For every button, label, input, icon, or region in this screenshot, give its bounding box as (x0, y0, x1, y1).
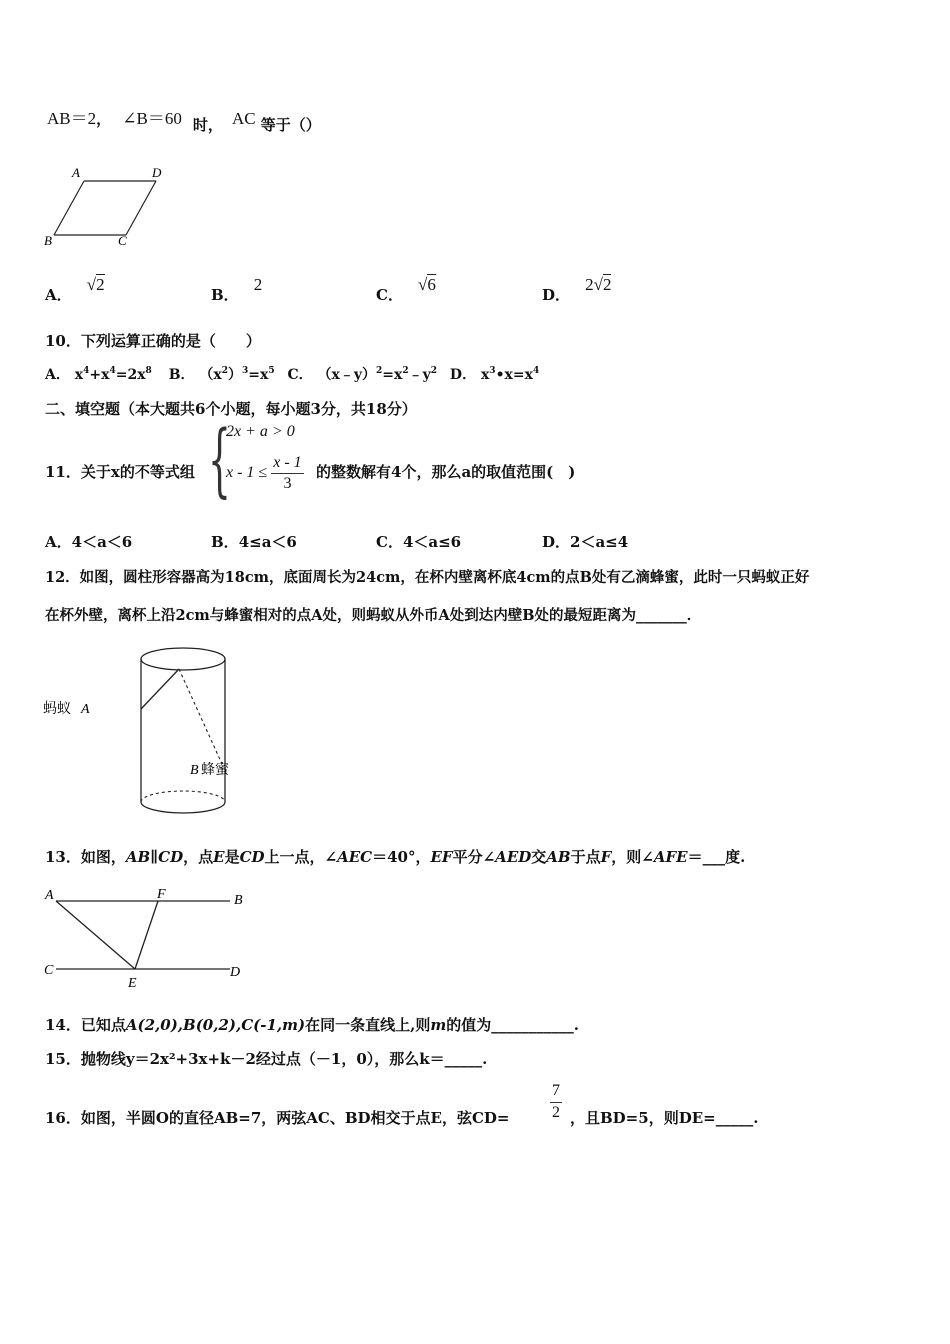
q10-option-b: $(x^2)^3=x^5$ (199, 366, 275, 383)
q9-parallelogram-figure (40, 163, 180, 253)
sqrt-sign-icon: √ (86, 275, 97, 294)
q11-inequality-1: 2x + a > 0 (226, 423, 295, 440)
q9-cond-angle: ∠B＝60 (122, 109, 182, 128)
q9-option-d: D． 2√2 (542, 275, 612, 304)
sqrt-sign-icon: √ (418, 275, 428, 294)
q14-stem: 14．已知点A(2,0),B(0,2),C(-1,m)在同一条直线上,则m的值为___________. (45, 1016, 579, 1034)
q12-ant-label: 蚂蚁 (43, 701, 71, 717)
q9-label-b: B (44, 233, 52, 248)
q16-stem-part2: ，且BD=5，则DE=_____. (570, 1109, 759, 1127)
q11-prefix: 11．关于x的不等式组 (45, 463, 195, 481)
q10-options: A． $x^4+x^4=2x^8$ B． $(x^2)^3=x^5$ C． $(x﹣y)^2=x^2﹣y^2$ D． $x^3•x=x^4$ (45, 366, 540, 383)
section-heading: 二、填空题（本大题共6个小题，每小题3分，共18分） (45, 400, 417, 418)
q16-stem-part1: 16．如图，半圆O的直径AB=7，两弦AC、BD相交于点E，弦CD= (45, 1109, 510, 1127)
q12-cylinder-figure (40, 640, 260, 825)
q9-option-a: A． √2 (45, 275, 105, 304)
q16-fraction: $\frac{7}{2}$ (552, 1082, 560, 1121)
system-brace-icon: { (208, 413, 231, 506)
sqrt-sign-icon: √ (593, 275, 603, 294)
q10-option-d: $x^3•x=x^4$ (480, 366, 540, 383)
q10-option-a: $x^4+x^4=2x^8$ (74, 366, 152, 383)
q11-inequality-2: x - 1 ≤ $\frac{x - 1}{3}$ (226, 454, 302, 492)
q11-option-d: D．2＜a≤4 (542, 533, 629, 551)
q9-option-b: B． 2 (211, 275, 263, 304)
q13-label-e: E (128, 976, 137, 991)
q12-honey-label: 蜂蜜 (201, 762, 229, 778)
q10-stem: 10．下列运算正确的是（ ） (45, 332, 261, 350)
q13-label-c: C (44, 963, 54, 978)
q13-parallel-lines-figure (40, 882, 260, 992)
q13-label-d: D (230, 965, 241, 980)
q9-cond-ab: AB＝2 (47, 109, 97, 128)
q12-point-a: A (81, 702, 90, 717)
q11-suffix: 的整数解有4个，那么a的取值范围( ) (316, 463, 576, 481)
q12-line-1: 12．如图，圆柱形容器高为18cm，底面周长为24cm，在杯内壁离杯底4cm的点B处有乙滴蜂蜜，此时一只蚂蚁正好 (45, 569, 810, 586)
q11-option-b: B．4≤a＜6 (211, 533, 297, 551)
q9-label-c: C (118, 233, 127, 248)
q11-option-c: C．4＜a≤6 (376, 533, 462, 551)
q12-line-2: 在杯外壁，离杯上沿2cm与蜂蜜相对的点A处，则蚂蚁从外币A处到达内壁B处的最短距离为_______． (45, 607, 702, 624)
q9-ac: AC (232, 109, 256, 128)
q13-label-f: F (157, 887, 166, 902)
q10-option-c: $(x﹣y)^2=x^2﹣y^2$ (317, 366, 438, 383)
q9-option-c: C． √6 (376, 275, 436, 304)
q11-fraction: $\frac{x - 1}{3}$ (273, 454, 302, 492)
q12-point-b: B (190, 763, 199, 778)
q9-stem: AB＝2， ∠B＝60 时， AC 等于（） (47, 109, 321, 134)
q15-stem: 15．抛物线y＝2x²+3x+k－2经过点（－1，0），那么k＝_____. (45, 1050, 488, 1068)
q9-label-a: A (72, 165, 80, 180)
q13-stem: 13．如图，AB∥CD，点E是CD上一点，∠AEC＝40°，EF平分∠AED交AB于点F，则∠AFE＝___度. (45, 848, 746, 866)
q13-label-a: A (45, 888, 54, 903)
q11-option-a: A．4＜a＜6 (45, 533, 133, 551)
q13-label-b: B (234, 893, 243, 908)
q9-label-d: D (152, 165, 162, 180)
